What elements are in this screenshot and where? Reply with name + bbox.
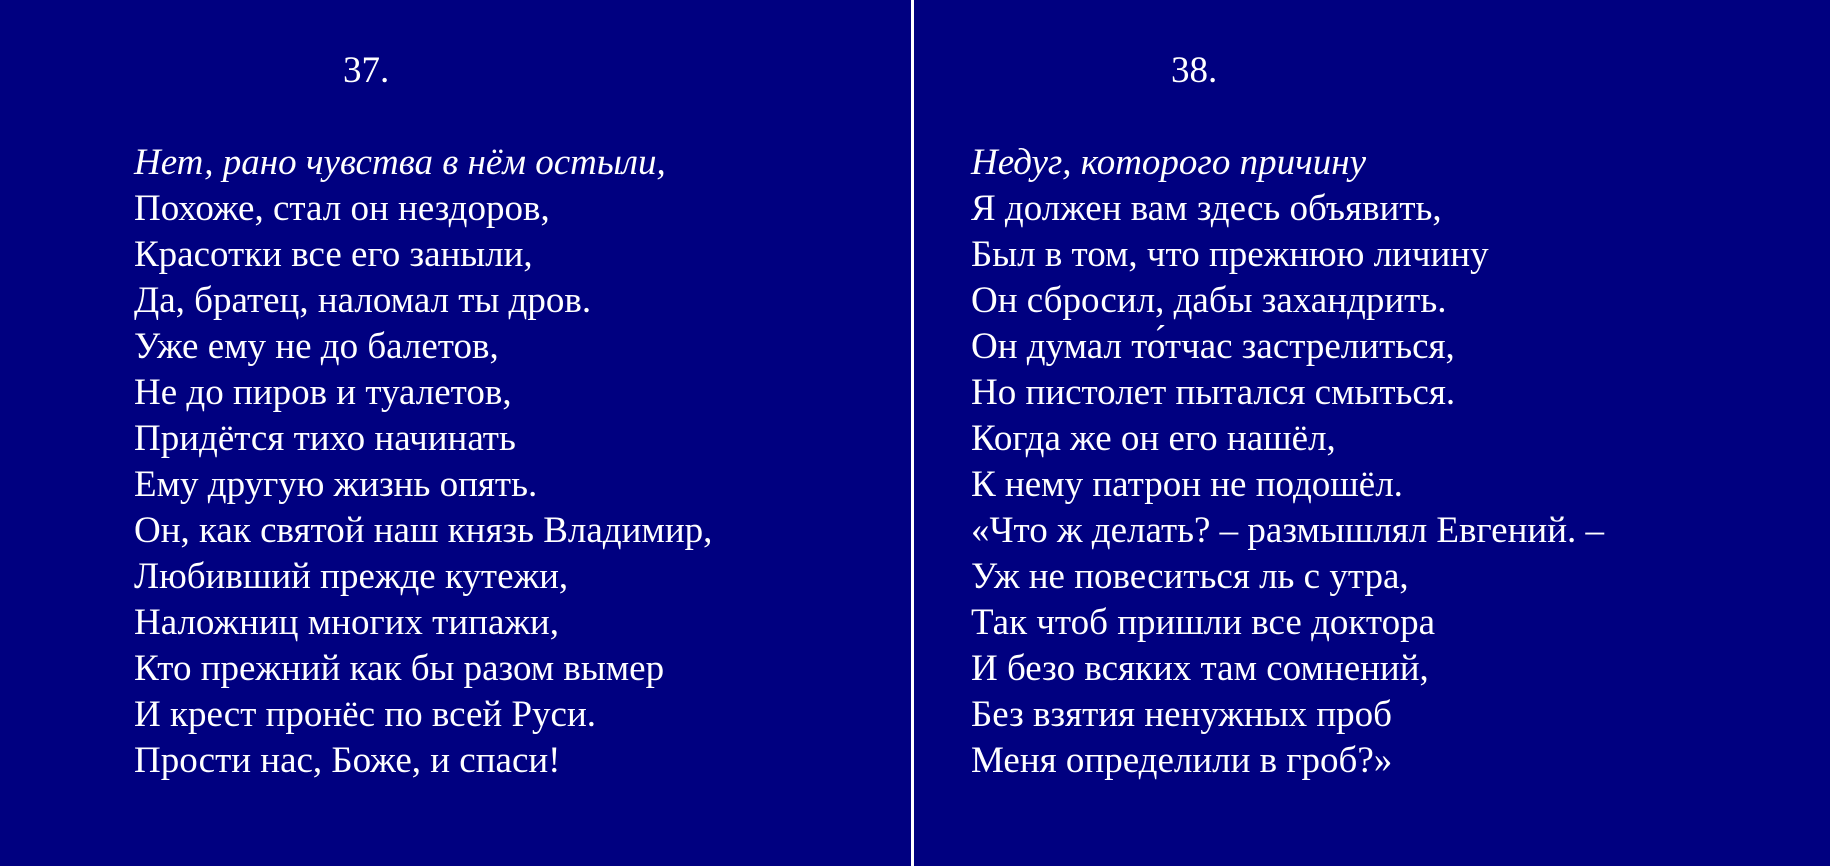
verse-line: Я должен вам здесь объявить, xyxy=(971,188,1442,229)
verse-line: К нему патрон не подошёл. xyxy=(971,464,1403,505)
verse-line: Кто прежний как бы разом вымер xyxy=(134,648,665,689)
column-divider xyxy=(911,0,914,866)
verse-line: Ему другую жизнь опять. xyxy=(134,464,538,505)
verse-line: Любивший прежде кутежи, xyxy=(134,556,569,597)
verse-line: Уж не повеситься ль с утра, xyxy=(971,556,1409,597)
verse-line: Наложниц многих типажи, xyxy=(134,602,559,643)
verse-line: Похоже, стал он нездоров, xyxy=(134,188,550,229)
verse-line: Он думал то́тчас застрелиться, xyxy=(971,326,1455,367)
verse-line: Придётся тихо начинать xyxy=(134,418,516,459)
verse-line: И безо всяких там сомнений, xyxy=(971,648,1429,689)
verse-line: Он, как святой наш князь Владимир, xyxy=(134,510,713,551)
stanza-number: 37. xyxy=(343,50,390,91)
stanza-number: 38. xyxy=(1171,50,1218,91)
verse-line: Не до пиров и туалетов, xyxy=(134,372,512,413)
verse-line: Да, братец, наломал ты дров. xyxy=(134,280,592,321)
verse-line: Но пистолет пытался смыться. xyxy=(971,372,1456,413)
verse-line: Уже ему не до балетов, xyxy=(134,326,499,367)
verse-line: Красотки все его заныли, xyxy=(134,234,533,275)
verse-line: И крест пронёс по всей Руси. xyxy=(134,694,597,735)
verse-line: Прости нас, Боже, и спаси! xyxy=(134,740,561,781)
verse-line: Нет, рано чувства в нём остыли, xyxy=(134,142,666,183)
verse-line: Он сбросил, дабы захандрить. xyxy=(971,280,1447,321)
verse-line: Был в том, что прежнюю личину xyxy=(971,234,1489,275)
stanza-verse xyxy=(971,140,1604,784)
verse-line: Без взятия ненужных проб xyxy=(971,694,1392,735)
stanza-verse xyxy=(134,140,712,784)
verse-line: Недуг, которого причину xyxy=(971,142,1367,183)
verse-line: Меня определили в гроб?» xyxy=(971,740,1393,781)
verse-line: Когда же он его нашёл, xyxy=(971,418,1336,459)
verse-line: Так чтоб пришли все доктора xyxy=(971,602,1436,643)
verse-line: «Что ж делать? – размышлял Евгений. – xyxy=(971,510,1604,551)
